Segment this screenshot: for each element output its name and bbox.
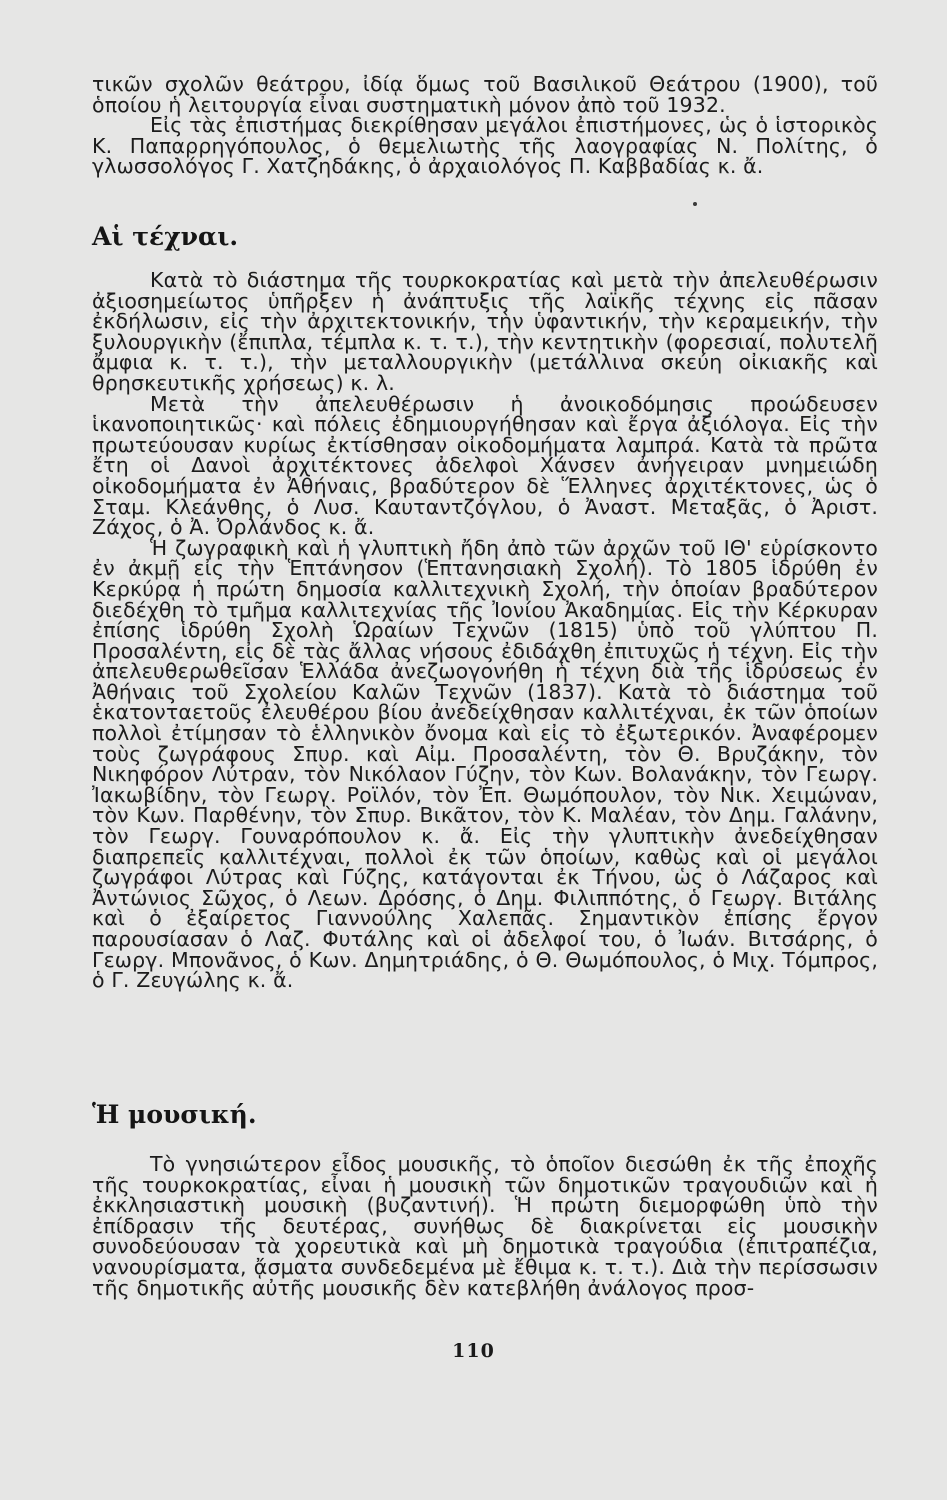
arts-text-block [92,270,878,991]
arts-paragraph-painting-sculpture: Ἡ ζωγραφικὴ καὶ ἡ γλυπτικὴ ἤδη ἀπὸ τῶν ἀρχῶν τοῦ ΙΘ' εὑρίσκοντο ἐν ἀκμῇ εἰς τὴν Ἑπτάνησον (Ἑπτανησιακὴ Σχολή). Τὸ 1805 ἱδρύθη ἐν Κερκύρᾳ ἡ πρώτη δημοσία καλλιτεχνικὴ Σχολή, τὴν ὁποίαν βραδύτερον διεδέχθη τὸ τμῆμα καλλιτεχνίας τῆς Ἰονίου Ἀκαδημίας. Εἰς τὴν Κέρκυραν ἐπίσης ἱδρύθη Σχολὴ Ὡραίων Τεχνῶν (1815) ὑπὸ τοῦ γλύπτου Π. Προσαλέντη, εἰς δὲ τὰς ἄλλας νήσους ἐδιδάχθη ἐπιτυχῶς ἡ τέχνη. Εἰς τὴν ἀπελευθερωθεῖσαν Ἑλλάδα ἀνεζωογονήθη ἡ τέχνη διὰ τῆς ἱδρύσεως ἐν Ἀθήναις τοῦ Σχολείου Καλῶν Τεχνῶν (1837). Κατὰ τὸ διάστημα τοῦ ἑκατονταετοῦς ἐλευθέρου βίου ἀνεδείχθησαν καλλιτέχναι, ἐκ τῶν ὁποίων πολλοὶ ἐτίμησαν τὸ ἑλληνικὸν ὄνομα καὶ εἰς τὸ ἐξωτερικόν. Ἀναφέρομεν τοὺς ζωγράφους Σπυρ. καὶ Αἰμ. Προσαλέντη, τὸν Θ. Βρυζάκην, τὸν Νικηφόρον Λύτραν, τὸν Νικόλαον Γύζην, τὸν Κων. Βολανάκην, τὸν Γεωργ. Ἰακωβίδην, τὸν Γεωργ. Ροϊλόν, τὸν Ἐπ. Θωμόπουλον, τὸν Νικ. Χειμώναν, τὸν Κων. Παρθένην, τὸν Σπυρ. Βικᾶτον, τὸν Κ. Μαλέαν, τὸν Δημ. Γαλάνην, τὸν Γεωργ. Γουναρόπουλον κ. ἄ. Εἰς τὴν γλυπτικὴν ἀνεδείχθησαν διαπρεπεῖς καλλιτέχναι, πολλοὶ ἐκ τῶν ὁποίων, καθὼς καὶ οἱ μεγάλοι ζωγράφοι Λύτρας καὶ Γύζης, κατάγονται ἐκ Τήνου, ὡς ὁ Λάζαρος καὶ Ἀντώνιος Σῶχος, ὁ Λεων. Δρόσης, ὁ Δημ. Φιλιππότης, ὁ Γεωργ. Βιτάλης καὶ ὁ ἐξαίρετος Γιαννούλης Χαλεπᾶς. Σημαντικὸν ἐπίσης ἔργον παρουσίασαν ὁ Λαζ. Φυτάλης καὶ οἱ ἀδελφοί του, ὁ Ἰωάν. Βιτσάρης, ὁ Γεωργ. Μπονᾶνος, ὁ Κων. Δημητριάδης, ὁ Θ. Θωμόπουλος, ὁ Μιχ. Τόμπρος, ὁ Γ. Ζευγώλης κ. ἄ. [92,535,878,993]
page-number: 110 [452,1340,495,1362]
intro-paragraph-continuation: τικῶν σχολῶν θεάτρου, ἰδίᾳ ὅμως τοῦ Βασιλικοῦ Θεάτρου (1900), τοῦ ὁποίου ἡ λειτουργία εἶναι συστηματικὴ μόνον ἀπὸ τοῦ 1932. [92,72,878,117]
intro-paragraph-sciences: Εἰς τὰς ἐπιστήμας διεκρίθησαν μεγάλοι ἐπιστήμονες, ὡς ὁ ἱστορικὸς Κ. Παπαρρηγόπουλος, ὁ θεμελιωτὴς τῆς λαογραφίας Ν. Πολίτης, ὁ γλωσσολόγος Γ. Χατζηδάκης, ὁ ἀρχαιολόγος Π. Καββαδίας κ. ἄ. [92,113,878,179]
heading-arts: Αἱ τέχναι. [92,222,239,251]
intro-text-block [92,74,878,177]
music-text-block [92,1154,878,1298]
arts-paragraph-folk-art: Κατὰ τὸ διάστημα τῆς τουρκοκρατίας καὶ μετὰ τὴν ἀπελευθέρωσιν ἀξιοσημείωτος ὑπῆρξεν ἡ ἀνάπτυξις τῆς λαϊκῆς τέχνης εἰς πᾶσαν ἐκδήλωσιν, εἰς τὴν ἀρχιτεκτονικήν, τὴν ὑφαντικήν, τὴν κεραμεικήν, τὴν ξυλουργικὴν (ἔπιπλα, τέμπλα κ. τ. τ.), τὴν κεντητικὴν (φορεσιαί, πολυτελῆ ἄμφια κ. τ. τ.), τὴν μεταλλουργικὴν (μετάλλινα σκεύη οἰκιακῆς καὶ θρησκευτικῆς χρήσεως) κ. λ. [92,268,878,395]
arts-paragraph-architecture: Μετὰ τὴν ἀπελευθέρωσιν ἡ ἀνοικοδόμησις προώδευσεν ἱκανοποιητικῶς· καὶ πόλεις ἐδημιουργήθησαν καὶ ἔργα ἀξιόλογα. Εἰς τὴν πρωτεύουσαν κυρίως ἐκτίσθησαν οἰκοδομήματα λαμπρά. Κατὰ τὰ πρῶτα ἔτη οἱ Δανοὶ ἀρχιτέκτονες ἀδελφοὶ Χάνσεν ἀνήγειραν μνημειώδη οἰκοδομήματα ἐν Ἀθήναις, βραδύτερον δὲ Ἕλληνες ἀρχιτέκτονες, ὡς ὁ Σταμ. Κλεάνθης, ὁ Λυσ. Καυταντζόγλου, ὁ Ἀναστ. Μεταξᾶς, ὁ Ἀριστ. Ζάχος, ὁ Ἀ. Ὀρλάνδος κ. ἄ. [92,391,878,540]
heading-music: Ἡ μουσική. [92,1100,257,1129]
print-speck [693,202,697,206]
music-paragraph: Τὸ γνησιώτερον εἶδος μουσικῆς, τὸ ὁποῖον διεσώθη ἐκ τῆς ἐποχῆς τῆς τουρκοκρατίας, εἶναι ἡ μουσικὴ τῶν δημοτικῶν τραγουδιῶν καὶ ἡ ἐκκλησιαστικὴ μουσικὴ (βυζαντινή). Ἡ πρώτη διεμορφώθη ὑπὸ τὴν ἐπίδρασιν τῆς δευτέρας, συνήθως δὲ διακρίνεται εἰς μουσικὴν συνοδεύουσαν τὰ χορευτικὰ καὶ μὴ δημοτικὰ τραγούδια (ἐπιτραπέζια, νανουρίσματα, ᾄσματα συνδεδεμένα μὲ ἔθιμα κ. τ. τ.). Διὰ τὴν περίσσωσιν τῆς δημοτικῆς αὐτῆς μουσικῆς δὲν κατεβλήθη ἀνάλογος προσ- [92,1152,878,1300]
